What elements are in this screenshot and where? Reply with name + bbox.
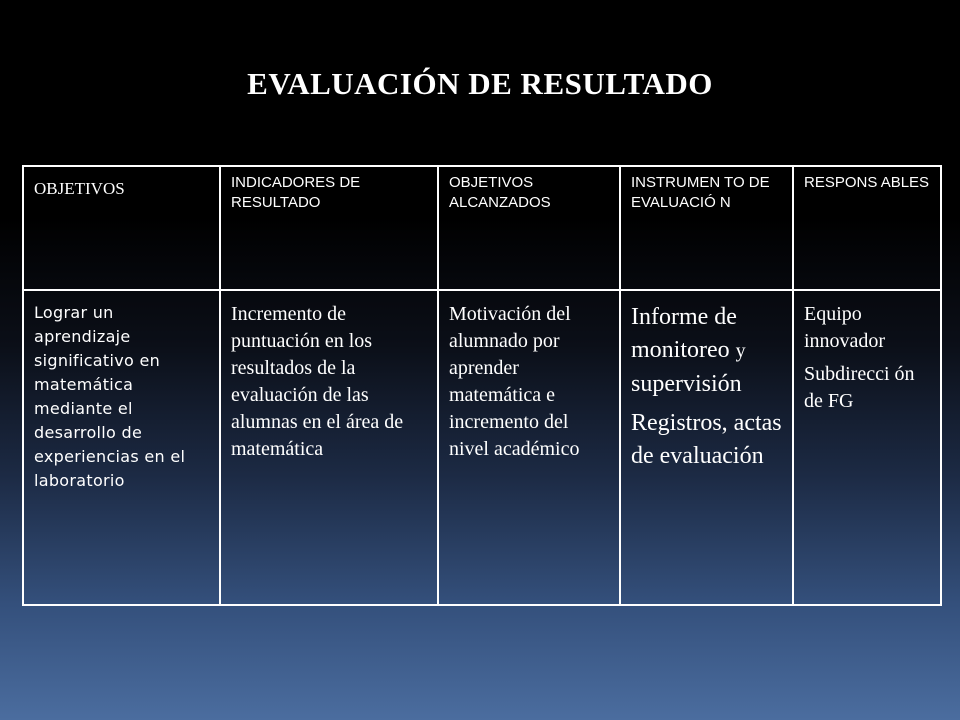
responsable-2: Subdirecci ón de FG xyxy=(804,363,915,412)
header-instrumento: INSTRUMEN TO DE EVALUACIÓ N xyxy=(620,166,793,290)
slide-title: EVALUACIÓN DE RESULTADO xyxy=(247,66,713,101)
instrumento-line-2: Registros, actas de evaluación xyxy=(631,410,782,469)
header-objetivos: OBJETIVOS xyxy=(23,166,220,290)
cell-objetivo: Lograr un aprendizaje significativo en matemática mediante el desarrollo de experiencias en el laboratorio xyxy=(23,290,220,605)
instrumento-text-b: y xyxy=(735,340,746,362)
table-header-row xyxy=(23,166,941,290)
cell-alcanzado: Motivación del alumnado por aprender matemática e incremento del nivel académico xyxy=(438,290,620,605)
responsable-1: Equipo innovador xyxy=(804,303,886,352)
cell-instrumento xyxy=(620,290,793,605)
header-responsables: RESPONS ABLES xyxy=(793,166,941,290)
header-indicadores: INDICADORES DE RESULTADO xyxy=(220,166,438,290)
table-row xyxy=(23,290,941,605)
cell-indicador: Incremento de puntuación en los resultados de la evaluación de las alumnas en el área de matemática xyxy=(220,290,438,605)
cell-responsables xyxy=(793,290,941,605)
evaluation-table xyxy=(22,165,942,606)
instrumento-text-a: Informe de monitoreo xyxy=(631,304,737,363)
header-objetivos-alcanzados: OBJETIVOS ALCANZADOS xyxy=(438,166,620,290)
instrumento-line-1 xyxy=(631,301,782,401)
instrumento-text-c: supervisión xyxy=(631,371,742,397)
